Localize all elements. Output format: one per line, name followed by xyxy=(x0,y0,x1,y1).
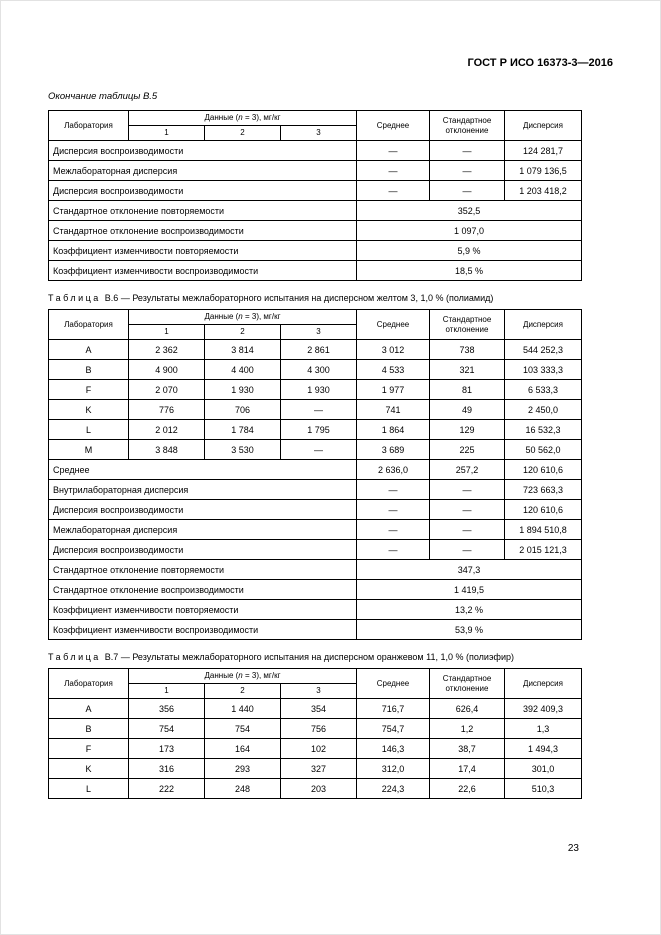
table-row xyxy=(49,480,582,500)
lab-cell: F xyxy=(49,380,129,400)
col-header-std: Стандартное отклонение xyxy=(430,111,505,141)
table-row xyxy=(49,261,582,281)
value-cell: 544 252,3 xyxy=(505,340,582,360)
col-header-1: 1 xyxy=(129,684,205,699)
row-label: Коэффициент изменчивости повторяемости xyxy=(49,600,357,620)
value-cell: — xyxy=(357,500,430,520)
value-cell: 1 864 xyxy=(357,420,430,440)
value-cell: 120 610,6 xyxy=(505,460,582,480)
col-header-2: 2 xyxy=(205,684,281,699)
row-label: Среднее xyxy=(49,460,357,480)
col-header-mean: Среднее xyxy=(357,669,430,699)
data-group-text: = 3), мг/кг xyxy=(242,671,281,681)
col-header-3: 3 xyxy=(281,126,357,141)
value-cell: — xyxy=(357,141,430,161)
value-cell: 738 xyxy=(430,340,505,360)
value-cell: — xyxy=(430,520,505,540)
table-b6-caption xyxy=(48,293,613,303)
col-header-std: Стандартное отклонение xyxy=(430,669,505,699)
value-cell: 352,5 xyxy=(357,201,582,221)
value-cell: 203 xyxy=(281,779,357,799)
table-row xyxy=(49,221,582,241)
value-cell: 124 281,7 xyxy=(505,141,582,161)
value-cell: 81 xyxy=(430,380,505,400)
value-cell: — xyxy=(430,141,505,161)
value-cell: 293 xyxy=(205,759,281,779)
value-cell: 716,7 xyxy=(357,699,430,719)
value-cell: 3 814 xyxy=(205,340,281,360)
col-header-dispersion: Дисперсия xyxy=(505,111,582,141)
col-header-data-group xyxy=(129,111,357,126)
value-cell: — xyxy=(357,520,430,540)
value-cell: 49 xyxy=(430,400,505,420)
col-header-laboratory: Лаборатория xyxy=(49,310,129,340)
table-row xyxy=(49,699,582,719)
table-b5-body xyxy=(49,141,582,281)
col-header-mean: Среднее xyxy=(357,310,430,340)
table-b5-header xyxy=(49,111,582,141)
caption-word: Таблица xyxy=(48,652,101,662)
value-cell: — xyxy=(281,440,357,460)
value-cell: 13,2 % xyxy=(357,600,582,620)
data-group-text: = 3), мг/кг xyxy=(242,312,281,322)
value-cell: 316 xyxy=(129,759,205,779)
table-row xyxy=(49,500,582,520)
value-cell: 2 070 xyxy=(129,380,205,400)
table-b6 xyxy=(48,309,582,640)
col-header-dispersion: Дисперсия xyxy=(505,669,582,699)
lab-cell: A xyxy=(49,699,129,719)
value-cell: 392 409,3 xyxy=(505,699,582,719)
table-row xyxy=(49,779,582,799)
value-cell: — xyxy=(357,480,430,500)
value-cell: 4 900 xyxy=(129,360,205,380)
caption-text: — Результаты межлабораторного испытания на дисперсном оранжевом 11, 1,0 % (полиэфир) xyxy=(120,652,514,662)
value-cell: 3 012 xyxy=(357,340,430,360)
value-cell: 356 xyxy=(129,699,205,719)
value-cell: 2 861 xyxy=(281,340,357,360)
value-cell: 756 xyxy=(281,719,357,739)
table-b7-caption xyxy=(48,652,613,662)
table-row xyxy=(49,440,582,460)
lab-cell: B xyxy=(49,360,129,380)
value-cell: 2 450,0 xyxy=(505,400,582,420)
value-cell: 22,6 xyxy=(430,779,505,799)
table-row xyxy=(49,739,582,759)
row-label: Дисперсия воспроизводимости xyxy=(49,141,357,161)
value-cell: 248 xyxy=(205,779,281,799)
data-group-n: n xyxy=(238,113,243,123)
value-cell: — xyxy=(281,400,357,420)
header-row xyxy=(49,111,582,126)
value-cell: 312,0 xyxy=(357,759,430,779)
col-header-2: 2 xyxy=(205,126,281,141)
value-cell: 510,3 xyxy=(505,779,582,799)
table-row xyxy=(49,580,582,600)
data-group-text: Данные ( xyxy=(204,113,239,123)
value-cell: 1 795 xyxy=(281,420,357,440)
header-row xyxy=(49,310,582,325)
table-row xyxy=(49,719,582,739)
lab-cell: K xyxy=(49,400,129,420)
data-group-text: Данные ( xyxy=(204,312,239,322)
value-cell: 741 xyxy=(357,400,430,420)
value-cell: 50 562,0 xyxy=(505,440,582,460)
col-header-std: Стандартное отклонение xyxy=(430,310,505,340)
data-group-n: n xyxy=(238,312,243,322)
value-cell: 53,9 % xyxy=(357,620,582,640)
value-cell: 120 610,6 xyxy=(505,500,582,520)
lab-cell: B xyxy=(49,719,129,739)
caption-number: В.6 xyxy=(104,293,119,303)
row-label: Межлабораторная дисперсия xyxy=(49,520,357,540)
table-row xyxy=(49,340,582,360)
lab-cell: F xyxy=(49,739,129,759)
header-row xyxy=(49,669,582,684)
value-cell: 225 xyxy=(430,440,505,460)
row-label: Коэффициент изменчивости воспроизводимости xyxy=(49,620,357,640)
value-cell: 4 300 xyxy=(281,360,357,380)
table-b7-body xyxy=(49,699,582,799)
value-cell: — xyxy=(430,540,505,560)
value-cell: 173 xyxy=(129,739,205,759)
value-cell: 2 015 121,3 xyxy=(505,540,582,560)
value-cell: 38,7 xyxy=(430,739,505,759)
value-cell: 723 663,3 xyxy=(505,480,582,500)
value-cell: 327 xyxy=(281,759,357,779)
value-cell: 146,3 xyxy=(357,739,430,759)
row-label: Коэффициент изменчивости воспроизводимости xyxy=(49,261,357,281)
value-cell: 224,3 xyxy=(357,779,430,799)
value-cell: 17,4 xyxy=(430,759,505,779)
data-group-text: Данные ( xyxy=(204,671,239,681)
value-cell: 18,5 % xyxy=(357,261,582,281)
value-cell: 1 419,5 xyxy=(357,580,582,600)
value-cell: 257,2 xyxy=(430,460,505,480)
value-cell: 1 894 510,8 xyxy=(505,520,582,540)
value-cell: 1 440 xyxy=(205,699,281,719)
value-cell: 321 xyxy=(430,360,505,380)
value-cell: 103 333,3 xyxy=(505,360,582,380)
table-row xyxy=(49,141,582,161)
table-b5 xyxy=(48,110,582,281)
value-cell: 1 930 xyxy=(205,380,281,400)
table-row xyxy=(49,241,582,261)
value-cell: — xyxy=(430,181,505,201)
row-label: Дисперсия воспроизводимости xyxy=(49,181,357,201)
page-number: 23 xyxy=(567,843,579,854)
value-cell: 2 012 xyxy=(129,420,205,440)
row-label: Внутрилабораторная дисперсия xyxy=(49,480,357,500)
col-header-3: 3 xyxy=(281,325,357,340)
value-cell: 1 977 xyxy=(357,380,430,400)
table-row xyxy=(49,520,582,540)
table-row xyxy=(49,360,582,380)
table-row xyxy=(49,759,582,779)
table-row xyxy=(49,420,582,440)
value-cell: 164 xyxy=(205,739,281,759)
caption-word: Таблица xyxy=(48,293,101,303)
col-header-data-group xyxy=(129,310,357,325)
value-cell: 16 532,3 xyxy=(505,420,582,440)
row-label: Стандартное отклонение воспроизводимости xyxy=(49,221,357,241)
value-cell: 1 203 418,2 xyxy=(505,181,582,201)
col-header-2: 2 xyxy=(205,325,281,340)
lab-cell: L xyxy=(49,420,129,440)
value-cell: 754 xyxy=(205,719,281,739)
value-cell: 222 xyxy=(129,779,205,799)
value-cell: — xyxy=(430,480,505,500)
table-row xyxy=(49,201,582,221)
table-row xyxy=(49,161,582,181)
value-cell: 1 097,0 xyxy=(357,221,582,241)
col-header-dispersion: Дисперсия xyxy=(505,310,582,340)
value-cell: 5,9 % xyxy=(357,241,582,261)
lab-cell: A xyxy=(49,340,129,360)
col-header-data-group xyxy=(129,669,357,684)
caption-text: — Результаты межлабораторного испытания на дисперсном желтом 3, 1,0 % (полиамид) xyxy=(120,293,494,303)
data-group-text: = 3), мг/кг xyxy=(242,113,281,123)
value-cell: 754 xyxy=(129,719,205,739)
value-cell: 776 xyxy=(129,400,205,420)
value-cell: 1 079 136,5 xyxy=(505,161,582,181)
value-cell: — xyxy=(430,161,505,181)
col-header-1: 1 xyxy=(129,126,205,141)
value-cell: 2 362 xyxy=(129,340,205,360)
row-label: Дисперсия воспроизводимости xyxy=(49,500,357,520)
row-label: Стандартное отклонение повторяемости xyxy=(49,201,357,221)
col-header-laboratory: Лаборатория xyxy=(49,111,129,141)
value-cell: 1 784 xyxy=(205,420,281,440)
value-cell: 102 xyxy=(281,739,357,759)
col-header-laboratory: Лаборатория xyxy=(49,669,129,699)
value-cell: 626,4 xyxy=(430,699,505,719)
table-b6-header xyxy=(49,310,582,340)
row-label: Стандартное отклонение повторяемости xyxy=(49,560,357,580)
value-cell: 3 848 xyxy=(129,440,205,460)
value-cell: 129 xyxy=(430,420,505,440)
lab-cell: L xyxy=(49,779,129,799)
value-cell: 347,3 xyxy=(357,560,582,580)
value-cell: — xyxy=(430,500,505,520)
lab-cell: M xyxy=(49,440,129,460)
value-cell: 1,3 xyxy=(505,719,582,739)
table-row xyxy=(49,460,582,480)
value-cell: — xyxy=(357,161,430,181)
value-cell: 1 930 xyxy=(281,380,357,400)
value-cell: 354 xyxy=(281,699,357,719)
value-cell: 6 533,3 xyxy=(505,380,582,400)
col-header-mean: Среднее xyxy=(357,111,430,141)
caption-number: В.7 xyxy=(104,652,119,662)
table-b7 xyxy=(48,668,582,799)
col-header-1: 1 xyxy=(129,325,205,340)
value-cell: 301,0 xyxy=(505,759,582,779)
value-cell: 3 530 xyxy=(205,440,281,460)
value-cell: 706 xyxy=(205,400,281,420)
table-row xyxy=(49,540,582,560)
row-label: Стандартное отклонение воспроизводимости xyxy=(49,580,357,600)
table-b6-body xyxy=(49,340,582,640)
table-row xyxy=(49,181,582,201)
data-group-n: n xyxy=(238,671,243,681)
table-row xyxy=(49,380,582,400)
value-cell: 1 494,3 xyxy=(505,739,582,759)
value-cell: 4 400 xyxy=(205,360,281,380)
table-row xyxy=(49,600,582,620)
row-label: Межлабораторная дисперсия xyxy=(49,161,357,181)
table-row xyxy=(49,560,582,580)
doc-header: ГОСТ Р ИСО 16373-3—2016 xyxy=(467,57,613,69)
value-cell: — xyxy=(357,181,430,201)
lab-cell: K xyxy=(49,759,129,779)
table-row xyxy=(49,400,582,420)
col-header-3: 3 xyxy=(281,684,357,699)
value-cell: 3 689 xyxy=(357,440,430,460)
table-b5-continuation-caption: Окончание таблицы В.5 xyxy=(48,91,158,102)
table-row xyxy=(49,620,582,640)
row-label: Коэффициент изменчивости повторяемости xyxy=(49,241,357,261)
table-b7-header xyxy=(49,669,582,699)
value-cell: 754,7 xyxy=(357,719,430,739)
row-label: Дисперсия воспроизводимости xyxy=(49,540,357,560)
value-cell: 4 533 xyxy=(357,360,430,380)
value-cell: 1,2 xyxy=(430,719,505,739)
value-cell: 2 636,0 xyxy=(357,460,430,480)
value-cell: — xyxy=(357,540,430,560)
